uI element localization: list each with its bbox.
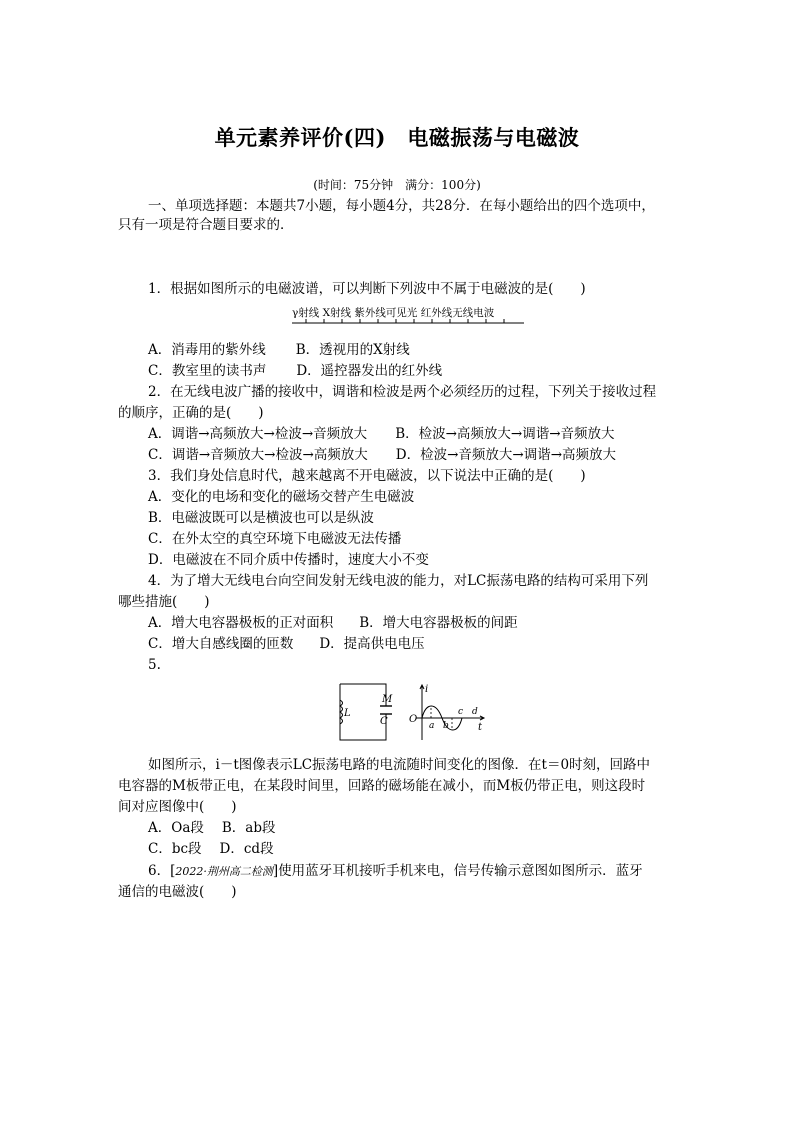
q2-option-a: A．调谐→高频放大→检波→音频放大 [148,426,368,442]
label-i: i [425,684,429,695]
q4-options-row2 [148,635,708,653]
q4-option-b: B．增大电容器极板的间距 [359,615,518,631]
q3-option-c: C．在外太空的真空环境下电磁波无法传播 [148,531,402,547]
q1-option-d: D．遥控器发出的红外线 [296,363,443,379]
exam-meta: (时间：75分钟 满分：100分) [313,178,481,192]
lc-circuit-svg [334,682,494,744]
q4-option-c: C．增大自感线圈的匝数 [148,636,294,652]
q2-option-c: C．调谐→音频放大→检波→高频放大 [148,447,368,463]
spectrum-label: γ射线 X射线 紫外线可见光 红外线无线电波 [292,307,495,319]
label-M: M [382,694,393,705]
q4-stem-line2: 哪些措施( ) [118,594,210,610]
q1-option-b: B．透视用的X射线 [295,342,410,358]
q6-stem-line2: 通信的电磁波( ) [118,884,237,900]
q5-options-row2 [148,840,708,858]
q6-prefix: 6．[ [148,863,176,879]
label-b: b [443,721,449,731]
q5-stem-line1: 如图所示，i－t图像表示LC振荡电路的电流随时间变化的图像．在t＝0时刻，回路中 [148,757,651,773]
q6-rest: ]使用蓝牙耳机接听手机来电，信号传输示意图如图所示．蓝牙 [272,863,643,879]
q5-option-d: D．cd段 [219,841,274,857]
q3-stem: 3．我们身处信息时代，越来越离不开电磁波，以下说法中正确的是( ) [148,468,586,484]
q5-stem-line3: 间对应图像中( ) [118,799,237,815]
q2-option-b: B．检波→高频放大→调谐→音频放大 [395,426,615,442]
q1-stem: 1．根据如图所示的电磁波谱，可以判断下列波中不属于电磁波的是( ) [148,281,586,297]
label-O: O [409,714,418,725]
q3-option-b: B．电磁波既可以是横波也可以是纵波 [148,510,374,526]
q1-option-a: A．消毒用的紫外线 [148,342,266,358]
spectrum-axis [290,305,526,331]
q5-options-row1 [148,819,708,837]
em-spectrum-figure [290,305,526,331]
q4-option-a: A．增大电容器极板的正对面积 [148,615,334,631]
q6-source: 2022·荆州高二检测 [175,865,273,878]
q5-option-b: B．ab段 [221,820,276,836]
section-instructions-line1: 一、单项选择题：本题共7小题，每小题4分，共28分．在每小题给出的四个选项中， [148,198,655,214]
q5-number: 5. [148,657,161,673]
q4-options-row1 [148,614,708,632]
q2-option-d: D．检波→音频放大→调谐→高频放大 [395,447,617,463]
q4-option-d: D．提高供电电压 [319,636,425,652]
label-d: d [472,707,478,717]
q5-option-a: A．Oa段 [148,820,204,836]
q4-stem-line1: 4．为了增大无线电台向空间发射无线电波的能力，对LC振荡电路的结构可采用下列 [148,573,649,589]
label-a: a [429,721,435,731]
q1-options-row2 [148,362,708,380]
q1-option-c: C．教室里的读书声 [148,363,267,379]
q2-stem-line2: 的顺序，正确的是( ) [118,405,264,421]
q5-stem-line2: 电容器的M板带正电，在某段时间里，回路的磁场能在减小，而M板仍带正电，则这段时 [118,778,646,794]
q2-stem-line1: 2．在无线电波广播的接收中，调谐和检波是两个必须经历的过程，下列关于接收过程 [148,384,657,400]
label-t: t [478,722,483,733]
section-instructions-line2: 只有一项是符合题目要求的． [118,217,294,233]
q2-options-row2 [148,446,708,464]
q6-stem-line1 [148,862,708,881]
q5-option-c: C．bc段 [148,841,202,857]
label-L: L [344,708,351,719]
lc-circuit-figure [334,682,494,744]
label-c: c [458,707,464,717]
q3-option-d: D．电磁波在不同介质中传播时，速度大小不变 [148,552,429,568]
page-title: 单元素养评价(四) 电磁振荡与电磁波 [214,125,580,150]
q1-options-row1 [148,341,708,359]
label-C: C [380,716,388,727]
q2-options-row1 [148,425,708,443]
q3-option-a: A．变化的电场和变化的磁场交替产生电磁波 [148,489,415,505]
